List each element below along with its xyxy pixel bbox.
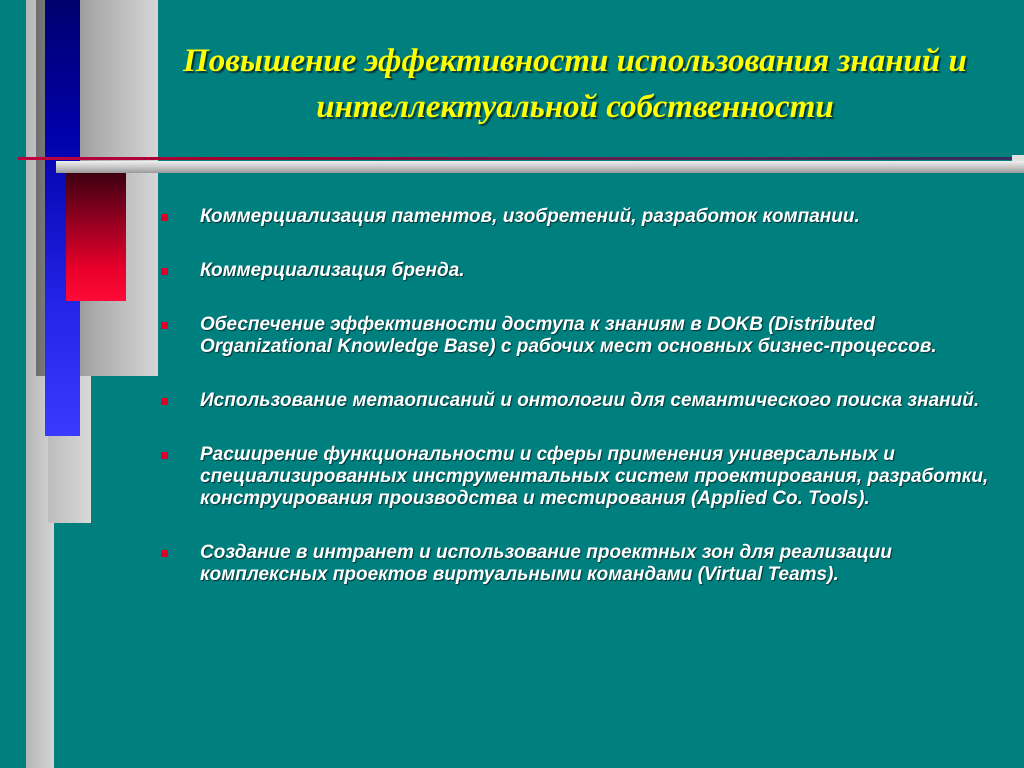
bullet-list <box>160 206 1000 586</box>
square-bullet-icon <box>161 268 168 275</box>
list-item <box>160 260 1000 282</box>
title-divider-bar <box>56 161 1024 173</box>
bullet-text: Использование метаописаний и онтологии для семантического поиска знаний. <box>200 390 980 411</box>
bullet-text: Обеспечение эффективности доступа к знаниям в DOKB (Distributed Organizational Knowledge Base) с рабочих мест основных бизнес-процессов. <box>200 314 937 357</box>
square-bullet-icon <box>161 214 168 221</box>
square-bullet-icon <box>161 398 168 405</box>
bullet-text: Расширение функциональности и сферы применения универсальных и специализированных инструментальных систем проектирования, разработки, конструирования производства и тестирования (Applied Co. Tools). <box>200 444 989 509</box>
bullet-text: Коммерциализация бренда. <box>200 260 465 281</box>
list-item <box>160 542 1000 586</box>
title-divider-cap <box>1012 155 1024 161</box>
list-item <box>160 444 1000 510</box>
list-item <box>160 390 1000 412</box>
bullet-text: Коммерциализация патентов, изобретений, разработок компании. <box>200 206 860 227</box>
list-item <box>160 314 1000 358</box>
square-bullet-icon <box>161 452 168 459</box>
square-bullet-icon <box>161 550 168 557</box>
bullet-text: Создание в интранет и использование проектных зон для реализации комплексных проектов виртуальными командами (Virtual Teams). <box>200 542 892 585</box>
title-divider-line <box>18 157 1020 160</box>
red-decor-block <box>66 173 126 301</box>
list-item <box>160 206 1000 228</box>
slide-title: Повышение эффективности использования знаний и интеллектуальной собственности <box>183 43 967 125</box>
square-bullet-icon <box>161 322 168 329</box>
